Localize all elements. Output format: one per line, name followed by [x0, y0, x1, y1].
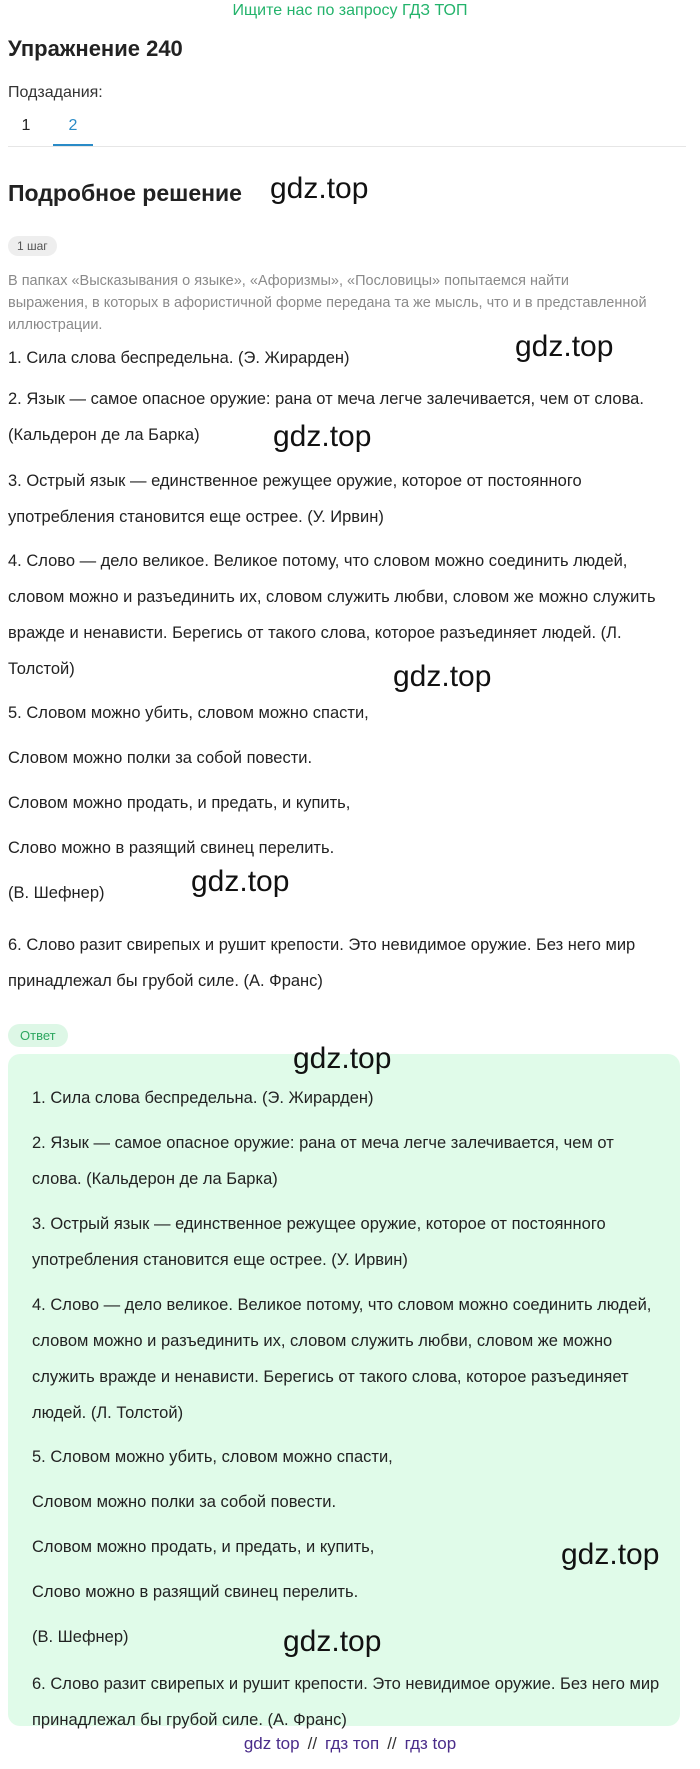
footer-separator: //	[387, 1734, 397, 1753]
watermark: gdz.top	[393, 660, 492, 693]
answer-badge: Ответ	[8, 1024, 68, 1047]
solution-item: Слово можно в разящий свинец перелить.	[8, 839, 335, 857]
solution-item: 4. Слово — дело великое. Великое потому, что словом можно соединить людей, словом можно и разъединить их, словом служить любви, словом же можно служить вражде и ненависти. Берегись от такого слова, которое разъединяет людей. (Л. Толстой)	[8, 552, 656, 678]
footer-link[interactable]: gdz top	[243, 1734, 300, 1753]
solution-item: (В. Шефнер)	[8, 884, 105, 902]
page-title: Упражнение 240	[8, 36, 183, 61]
answer-item: Словом можно продать, и предать, и купить,	[32, 1538, 375, 1556]
search-banner: Ищите нас по запросу ГДЗ ТОП	[232, 2, 468, 19]
answer-item: 4. Слово — дело великое. Великое потому, что словом можно соединить людей, словом можно и разъединить их, словом служить любви, словом же можно служить вражде и ненависти. Берегись от такого слова, которое разъединяет людей. (Л. Толстой)	[32, 1296, 652, 1422]
solution-item: Словом можно полки за собой повести.	[8, 749, 313, 767]
answer-item: 5. Словом можно убить, словом можно спасти,	[32, 1448, 393, 1466]
footer-separator: //	[307, 1734, 318, 1753]
subtask-tabs	[8, 108, 686, 147]
watermark: gdz.top	[283, 1625, 382, 1658]
solution-item: 6. Слово разит свирепых и рушит крепости. Это невидимое оружие. Без него мир принадлежал бы грубой силе. (А. Франс)	[8, 936, 636, 990]
footer-link[interactable]: гдз топ	[325, 1734, 380, 1753]
answer-item: 6. Слово разит свирепых и рушит крепости. Это невидимое оружие. Без него мир принадлежал бы грубой силе. (А. Франс)	[32, 1675, 660, 1729]
step-intro: В папках «Высказывания о языке», «Афоризмы», «Пословицы» попытаемся найти выражения, в которых в афористичной форме передана та же мысль, что и в представленной иллюстрации.	[8, 273, 647, 333]
answer-item: (В. Шефнер)	[32, 1628, 129, 1646]
solution-item: Словом можно продать, и предать, и купить,	[8, 794, 351, 812]
solution-item: 1. Сила слова беспредельна. (Э. Жирарден)	[8, 349, 350, 367]
solution-item: 2. Язык — самое опасное оружие: рана от меча легче залечивается, чем от слова. (Кальдерон де ла Барка)	[8, 390, 644, 444]
footer-link[interactable]: гдз top	[404, 1734, 457, 1753]
step-badge: 1 шаг	[8, 236, 57, 256]
watermark: gdz.top	[270, 172, 369, 205]
watermark: gdz.top	[561, 1538, 660, 1571]
footer-links	[0, 1734, 700, 1754]
section-title: Подробное решение	[8, 180, 242, 206]
answer-item: 1. Сила слова беспредельна. (Э. Жирарден)	[32, 1089, 374, 1107]
solution-item: 5. Словом можно убить, словом можно спасти,	[8, 704, 369, 722]
watermark: gdz.top	[273, 420, 372, 453]
watermark: gdz.top	[293, 1042, 392, 1075]
watermark: gdz.top	[191, 865, 290, 898]
subtasks-label: Подзадания:	[8, 84, 103, 101]
tab-subtask-2[interactable]: 2	[53, 108, 93, 146]
answer-item: Словом можно полки за собой повести.	[32, 1493, 337, 1511]
answer-item: 3. Острый язык — единственное режущее оружие, которое от постоянного употребления становится еще острее. (У. Ирвин)	[32, 1215, 606, 1269]
watermark: gdz.top	[515, 330, 614, 363]
answer-item: Слово можно в разящий свинец перелить.	[32, 1583, 359, 1601]
answer-item: 2. Язык — самое опасное оружие: рана от меча легче залечивается, чем от слова. (Кальдерон де ла Барка)	[32, 1134, 614, 1188]
solution-item: 3. Острый язык — единственное режущее оружие, которое от постоянного употребления становится еще острее. (У. Ирвин)	[8, 472, 582, 526]
tab-subtask-1[interactable]: 1	[21, 117, 31, 134]
